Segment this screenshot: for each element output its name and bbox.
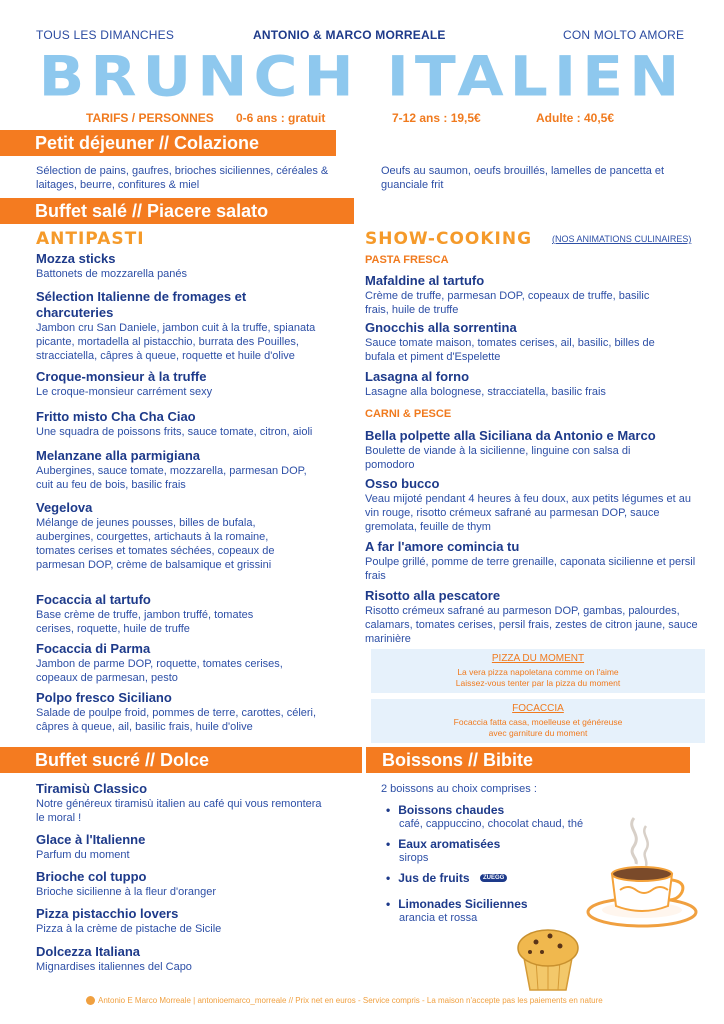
tarif-7-12: 7-12 ans : 19,5€ xyxy=(392,111,481,125)
list-item: Brioche col tuppo Brioche sicilienne à la fleur d'oranger xyxy=(36,869,217,898)
list-item: Glace à l'Italienne Parfum du moment xyxy=(36,832,146,861)
list-item: Risotto alla pescatore Risotto crémeux safrané au parmeson DOP, gambas, palourdes, calamars, tomates cerises, persil frais, zestes de citron jaune, sauce marinière xyxy=(365,588,698,645)
antipasti-label: ANTIPASTI xyxy=(36,229,145,249)
tarifs-label: TARIFS / PERSONNES xyxy=(86,111,214,125)
facebook-icon xyxy=(86,996,95,1005)
tarif-0-6: 0-6 ans : gratuit xyxy=(236,111,326,125)
colazione-right: Oeufs au saumon, oeufs brouillés, lamelles de pancetta et guanciale frit xyxy=(381,165,665,191)
header-center: ANTONIO & MARCO MORREALE xyxy=(253,28,446,42)
list-item: Polpo fresco Siciliano Salade de poulpe froid, pommes de terre, carottes, céleri, câpres à queue, ail, basilic frais, huile d'olive xyxy=(36,690,317,733)
list-item: Tiramisù Classico Notre généreux tiramisù italien au café qui vous remontera le moral ! xyxy=(36,781,322,824)
pizza-du-moment-box: PIZZA DU MOMENT La vera pizza napoletana comme on l'aime Laissez-vous tenter par la pizza du moment xyxy=(371,649,705,693)
list-item: Focaccia al tartufo Base crème de truffe, jambon truffé, tomates cerises, roquette, huile de truffe xyxy=(36,592,254,635)
tarif-adulte: Adulte : 40,5€ xyxy=(536,111,615,125)
list-item: Mafaldine al tartufo Crème de truffe, parmesan DOP, copeaux de truffe, basilic frais, huile de truffe xyxy=(365,273,650,316)
list-item: Vegelova Mélange de jeunes pousses, billes de bufala, aubergines, courgettes, artichauts à la romaine, tomates cerises et tomates séchées, copeaux de parmesan DOP, crème de balsamique et grissini xyxy=(36,500,275,571)
list-item: Gnocchis alla sorrentina Sauce tomate maison, tomates cerises, ail, basilic, billes de bufala et piment d'Espelette xyxy=(365,320,655,363)
list-item: A far l'amore comincia tu Poulpe grillé, pomme de terre grenaille, caponata sicilienne et persil frais xyxy=(365,539,696,582)
header-right: CON MOLTO AMORE xyxy=(563,28,685,42)
show-cooking-label: SHOW-COOKING xyxy=(365,229,533,249)
focaccia-box: FOCACCIA Focaccia fatta casa, moelleuse et généreuse avec garniture du moment xyxy=(371,699,705,743)
coffee-cup-icon xyxy=(582,812,702,932)
list-item: • Limonades Siciliennes arancia et rossa xyxy=(386,897,646,925)
pasta-label: PASTA FRESCA xyxy=(365,254,449,266)
list-item: Lasagna al forno Lasagne alla bolognese, stracciatella, basilic frais xyxy=(365,369,606,398)
colazione-left: Sélection de pains, gaufres, brioches siciliennes, céréales & laitages, beurre, confitures & miel xyxy=(36,165,329,191)
footer-text: Antonio E Marco Morreale | antonioemarco_morreale // Prix net en euros - Service compris - La maison n'accepte pas les paiements en nature xyxy=(86,996,603,1005)
zuegg-logo: ZUEGG xyxy=(480,874,507,882)
list-item: • Eaux aromatisées sirops xyxy=(386,837,646,865)
list-item: Fritto misto Cha Cha Ciao Une squadra de poissons frits, sauce tomate, citron, aioli xyxy=(36,409,313,438)
list-item: Pizza pistacchio lovers Pizza à la crème de pistache de Sicile xyxy=(36,906,222,935)
list-item: Mozza sticks Battonets de mozzarella panés xyxy=(36,251,188,280)
boissons-title: Boissons // Bibite xyxy=(366,747,690,773)
list-item: • Boissons chaudes café, cappuccino, chocolat chaud, thé xyxy=(386,803,646,831)
list-item: Focaccia di Parma Jambon de parme DOP, roquette, tomates cerises, copeaux de parmesan, pesto xyxy=(36,641,283,684)
sale-title: Buffet salé // Piacere salato xyxy=(0,198,354,224)
list-item: Croque-monsieur à la truffe Le croque-monsieur carrément sexy xyxy=(36,369,213,398)
list-item: Sélection Italienne de fromages et charcuteries Jambon cru San Daniele, jambon cuit à la truffe, spianata picante, mortadella al pistacchio, burrata des Pouilles, stracciatella, câpres à queue, roquette et huile d'olive xyxy=(36,289,316,362)
muffin-icon xyxy=(514,924,582,994)
list-item: • Jus de fruits ZUEGG xyxy=(386,869,646,887)
page-title: BRUNCH ITALIEN xyxy=(38,44,686,110)
boissons-intro: 2 boissons au choix comprises : xyxy=(381,783,537,795)
list-item: Dolcezza Italiana Mignardises italiennes del Capo xyxy=(36,944,192,973)
header-left: TOUS LES DIMANCHES xyxy=(36,28,175,42)
list-item: Osso bucco Veau mijoté pendant 4 heures à feu doux, aux petits légumes et au vin rouge, risotto crémeux safrané au parmesan DOP, sauce gremolata, feuille de thym xyxy=(365,476,691,533)
sucre-title: Buffet sucré // Dolce xyxy=(0,747,362,773)
list-item: Melanzane alla parmigiana Aubergines, sauce tomate, mozzarella, parmesan DOP, cuit au feu de bois, basilic frais xyxy=(36,448,307,491)
list-item: Bella polpette alla Siciliana da Antonio e Marco Boulette de viande à la sicilienne, linguine con salsa di pomodoro xyxy=(365,428,656,471)
show-cooking-note: (NOS ANIMATIONS CULINAIRES) xyxy=(552,234,692,244)
carni-label: CARNI & PESCE xyxy=(365,408,452,420)
colazione-title: Petit déjeuner // Colazione xyxy=(0,130,336,156)
